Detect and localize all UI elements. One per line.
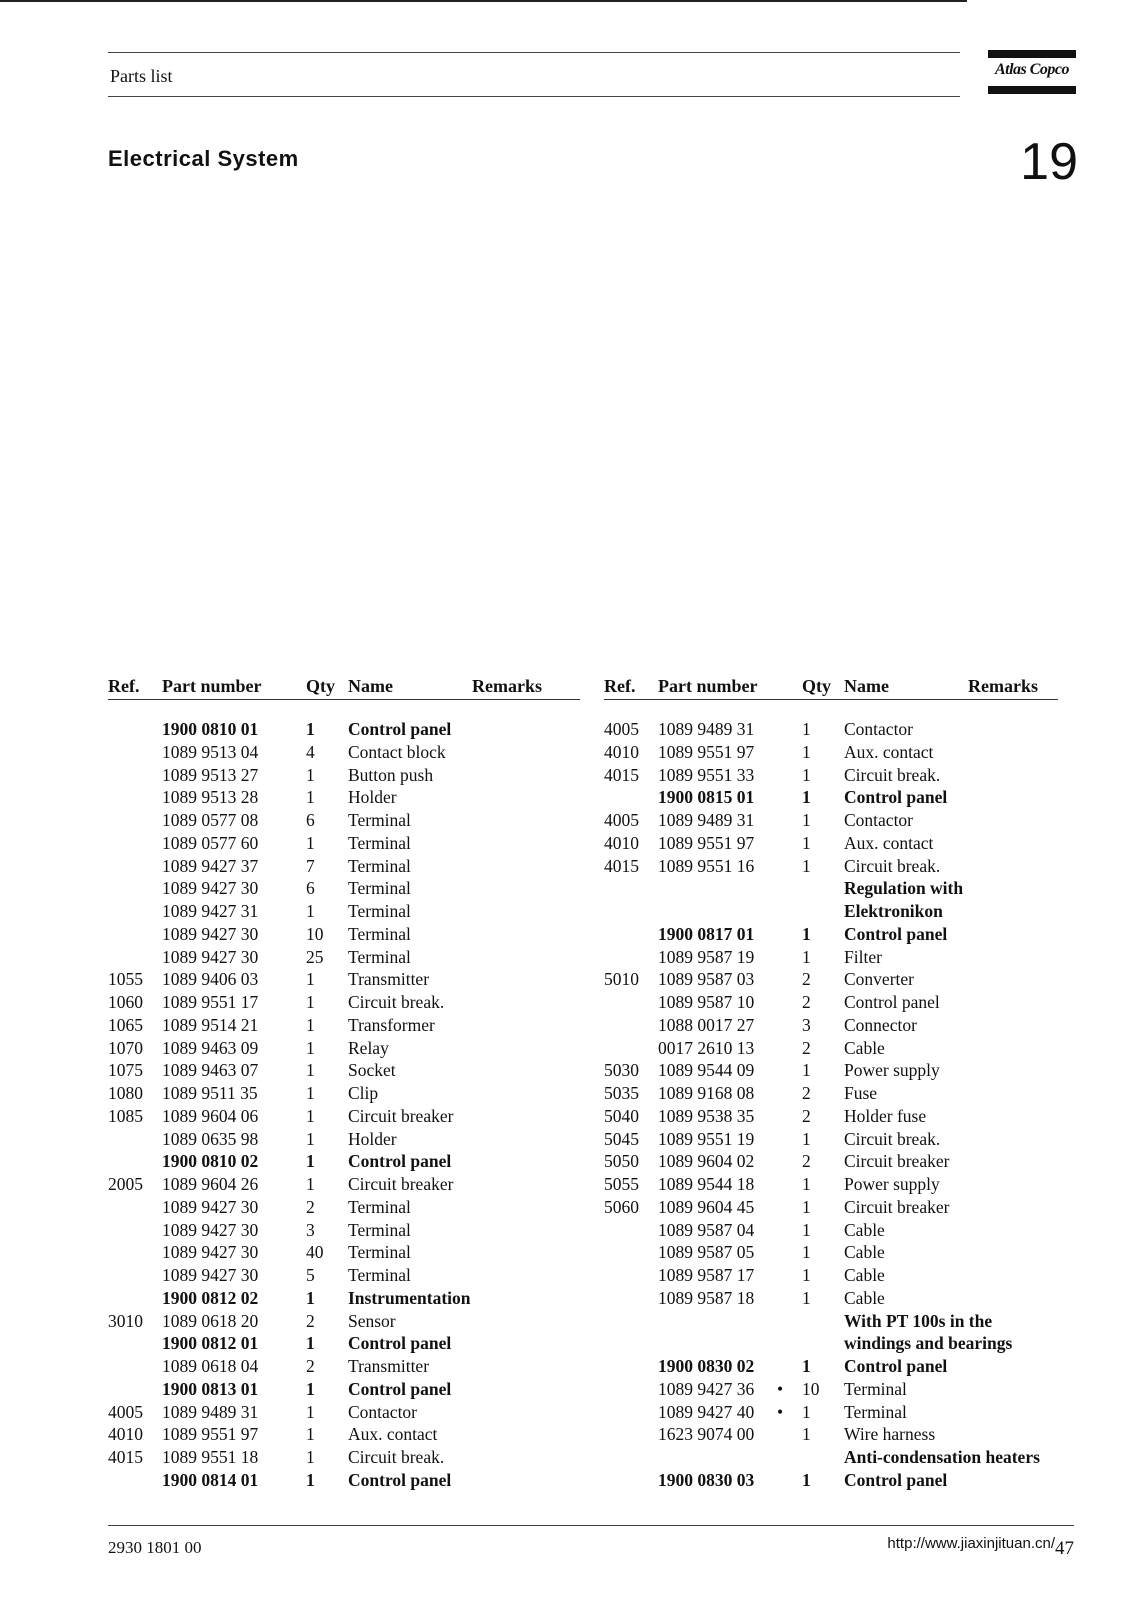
qty-cell: 1 xyxy=(306,1469,315,1490)
partnumber-cell: 1900 0813 01 xyxy=(162,1378,259,1399)
partnumber-cell: 1089 9511 35 xyxy=(162,1083,258,1103)
name-cell: Circuit break. xyxy=(844,855,941,876)
partnumber-cell: 1089 9427 30 xyxy=(162,1219,259,1240)
name-cell: Control panel xyxy=(348,1469,452,1490)
partnumber-cell: 1623 9074 00 xyxy=(658,1424,755,1445)
name-cell: Aux. contact xyxy=(844,741,934,762)
qty-cell: 1 xyxy=(802,1469,811,1490)
partnumber-cell: 1089 9604 02 xyxy=(658,1151,755,1172)
name-cell: Terminal xyxy=(844,1401,907,1422)
name-cell: Terminal xyxy=(348,946,411,967)
partnumber-cell: 1089 9427 30 xyxy=(162,923,259,944)
partnumber-cell: 1900 0815 01 xyxy=(658,787,755,808)
ref-cell: 1055 xyxy=(108,969,143,990)
ref-cell: 5040 xyxy=(604,1105,639,1126)
qty-cell: 1 xyxy=(802,810,811,830)
qty-cell: 1 xyxy=(802,719,811,739)
document-number: 2930 1801 00 xyxy=(108,1538,202,1557)
qty-cell: 1 xyxy=(306,1424,315,1445)
partnumber-cell: 1089 9604 26 xyxy=(162,1174,259,1194)
qty-cell: 1 xyxy=(306,764,315,785)
qty-cell: 2 xyxy=(802,1151,811,1172)
partnumber-cell: 1900 0810 01 xyxy=(162,719,259,739)
bullet-cell: • xyxy=(777,1378,784,1399)
partnumber-cell: 1089 9604 45 xyxy=(658,1196,755,1217)
partnumber-cell: 1089 9544 18 xyxy=(658,1174,755,1194)
qty-cell: 1 xyxy=(802,1196,811,1217)
partnumber-cell: 1089 0577 08 xyxy=(162,810,259,830)
partnumber-cell: 1089 9513 04 xyxy=(162,741,259,762)
partnumber-cell: 1089 9489 31 xyxy=(162,1401,259,1422)
page-number: 47 xyxy=(1055,1538,1074,1559)
partnumber-cell: 1089 9544 09 xyxy=(658,1060,755,1081)
section-title: Electrical System xyxy=(108,146,299,171)
qty-cell: 10 xyxy=(306,923,324,944)
partnumber-cell: 1089 9427 31 xyxy=(162,901,259,921)
name-cell: Converter xyxy=(844,969,914,990)
name-cell: Holder xyxy=(348,1128,397,1149)
partnumber-cell: 1089 9587 18 xyxy=(658,1287,755,1308)
partnumber-cell: 1089 9551 33 xyxy=(658,764,755,785)
left-header-rule xyxy=(108,699,580,700)
name-cell: Button push xyxy=(348,764,434,785)
name-cell: Control panel xyxy=(348,1378,452,1399)
name-cell: Aux. contact xyxy=(348,1424,438,1445)
qty-cell: 1 xyxy=(802,1242,811,1263)
partnumber-cell: 1089 9587 10 xyxy=(658,992,755,1012)
qty-cell: 1 xyxy=(802,764,811,785)
qty-cell: 1 xyxy=(306,787,315,808)
col-name: Name xyxy=(348,676,393,696)
name-cell: Control panel xyxy=(348,1333,452,1354)
partnumber-cell: 1089 9551 17 xyxy=(162,992,259,1012)
col-partnumber: Part number xyxy=(658,676,758,696)
partnumber-cell: 1089 9551 97 xyxy=(162,1424,259,1445)
name-cell: Power supply xyxy=(844,1174,940,1194)
ref-cell: 5030 xyxy=(604,1060,639,1081)
ref-cell: 4015 xyxy=(108,1447,143,1467)
ref-cell: 1075 xyxy=(108,1060,143,1081)
qty-cell: 1 xyxy=(802,741,811,762)
name-cell: Cable xyxy=(844,1219,885,1240)
ref-cell: 5035 xyxy=(604,1083,639,1103)
partnumber-cell: 1089 9514 21 xyxy=(162,1014,259,1035)
qty-cell: 2 xyxy=(802,969,811,990)
qty-cell: 1 xyxy=(306,1287,315,1308)
partnumber-cell: 1089 9168 08 xyxy=(658,1083,755,1103)
name-cell: Terminal xyxy=(348,855,411,876)
partnumber-cell: 1089 9551 16 xyxy=(658,855,755,876)
qty-cell: 25 xyxy=(306,946,324,967)
right-header-rule xyxy=(604,699,1058,700)
partnumber-cell: 1089 9427 30 xyxy=(162,1196,259,1217)
qty-cell: 1 xyxy=(802,855,811,876)
name-cell: Circuit breaker xyxy=(348,1105,454,1126)
name-cell: Terminal xyxy=(348,810,411,830)
name-cell: Terminal xyxy=(348,901,411,921)
qty-cell: 1 xyxy=(306,1105,315,1126)
partnumber-cell: 1900 0830 02 xyxy=(658,1356,755,1376)
ref-cell: 1085 xyxy=(108,1105,143,1126)
partnumber-cell: 1089 9427 36 xyxy=(658,1378,755,1399)
qty-cell: 1 xyxy=(802,923,811,944)
name-cell: Terminal xyxy=(348,923,411,944)
qty-cell: 1 xyxy=(306,1401,315,1422)
qty-cell: 1 xyxy=(306,1037,315,1058)
name-cell: Contactor xyxy=(844,810,914,830)
name-cell: Terminal xyxy=(348,878,411,899)
name-cell: Filter xyxy=(844,946,882,967)
qty-cell: 1 xyxy=(802,1174,811,1194)
ref-cell: 4010 xyxy=(108,1424,143,1445)
partnumber-cell: 1089 9427 37 xyxy=(162,855,259,876)
partnumber-cell: 1900 0810 02 xyxy=(162,1151,259,1172)
qty-cell: 2 xyxy=(802,992,811,1012)
qty-cell: 1 xyxy=(802,832,811,853)
ref-cell: 2005 xyxy=(108,1174,143,1194)
partnumber-cell: 0017 2610 13 xyxy=(658,1037,755,1058)
name-cell: With PT 100s in the xyxy=(844,1310,993,1331)
name-cell: Socket xyxy=(348,1060,396,1081)
name-cell: Control panel xyxy=(348,1151,452,1172)
name-cell: Transformer xyxy=(348,1014,435,1035)
qty-cell: 1 xyxy=(802,787,811,808)
partnumber-cell: 1089 9551 19 xyxy=(658,1128,755,1149)
name-cell: Circuit breaker xyxy=(844,1151,950,1172)
qty-cell: 6 xyxy=(306,810,315,830)
col-ref: Ref. xyxy=(604,676,636,696)
partnumber-cell: 1089 9587 03 xyxy=(658,969,755,990)
partnumber-cell: 1900 0812 01 xyxy=(162,1333,259,1354)
qty-cell: 2 xyxy=(306,1356,315,1376)
name-cell: Cable xyxy=(844,1037,885,1058)
footer-rule xyxy=(108,1525,1074,1526)
partnumber-cell: 1088 0017 27 xyxy=(658,1014,755,1035)
partnumber-cell: 1089 9427 30 xyxy=(162,1242,259,1263)
partnumber-cell: 1089 0577 60 xyxy=(162,832,259,853)
ref-cell: 4015 xyxy=(604,855,639,876)
name-cell: Terminal xyxy=(348,1242,411,1263)
qty-cell: 1 xyxy=(306,1378,315,1399)
logo-wordmark: Atlas Copco xyxy=(994,61,1070,78)
ref-cell: 4005 xyxy=(108,1401,143,1422)
qty-cell: 1 xyxy=(802,1424,811,1445)
partnumber-cell: 1089 9587 17 xyxy=(658,1265,755,1285)
partnumber-cell: 1089 0635 98 xyxy=(162,1128,259,1149)
partnumber-cell: 1089 9427 30 xyxy=(162,946,259,967)
bullet-cell: • xyxy=(777,1401,784,1422)
qty-cell: 2 xyxy=(802,1083,811,1103)
qty-cell: 1 xyxy=(306,1060,315,1081)
ref-cell: 5055 xyxy=(604,1174,639,1194)
qty-cell: 1 xyxy=(802,946,811,967)
ref-cell: 4005 xyxy=(604,719,639,739)
qty-cell: 1 xyxy=(306,1447,315,1467)
logo-top-bar xyxy=(988,50,1076,58)
ref-cell: 1060 xyxy=(108,992,143,1012)
qty-cell: 1 xyxy=(802,1401,811,1422)
qty-cell: 1 xyxy=(802,1265,811,1285)
name-cell: Control panel xyxy=(844,787,948,808)
name-cell: Terminal xyxy=(844,1378,907,1399)
name-cell: Holder fuse xyxy=(844,1105,927,1126)
partnumber-cell: 1900 0812 02 xyxy=(162,1287,259,1308)
qty-cell: 1 xyxy=(306,1174,315,1194)
name-cell: Sensor xyxy=(348,1310,396,1331)
name-cell: Elektronikon xyxy=(844,901,943,921)
ref-cell: 4010 xyxy=(604,741,639,762)
qty-cell: 1 xyxy=(802,1128,811,1149)
qty-cell: 2 xyxy=(802,1037,811,1058)
name-cell: Power supply xyxy=(844,1060,940,1081)
name-cell: Control panel xyxy=(348,719,452,739)
qty-cell: 1 xyxy=(802,1219,811,1240)
name-cell: Transmitter xyxy=(348,1356,430,1376)
name-cell: Regulation with xyxy=(844,878,964,899)
qty-cell: 5 xyxy=(306,1265,315,1285)
name-cell: Aux. contact xyxy=(844,832,934,853)
name-cell: Circuit breaker xyxy=(348,1174,454,1194)
qty-cell: 1 xyxy=(802,1287,811,1308)
col-partnumber: Part number xyxy=(162,676,262,696)
col-remarks: Remarks xyxy=(472,676,542,696)
name-cell: Terminal xyxy=(348,1219,411,1240)
col-name: Name xyxy=(844,676,889,696)
name-cell: Terminal xyxy=(348,1196,411,1217)
qty-cell: 2 xyxy=(306,1196,315,1217)
atlas-copco-logo xyxy=(988,50,1076,94)
partnumber-cell: 1089 9587 05 xyxy=(658,1242,755,1263)
qty-cell: 1 xyxy=(306,1151,315,1172)
top-rule xyxy=(108,52,960,53)
name-cell: Terminal xyxy=(348,1265,411,1285)
partnumber-cell: 1089 9513 28 xyxy=(162,787,259,808)
ref-cell: 5010 xyxy=(604,969,639,990)
qty-cell: 1 xyxy=(802,1060,811,1081)
name-cell: Holder xyxy=(348,787,397,808)
partnumber-cell: 1089 9587 19 xyxy=(658,946,755,967)
name-cell: Circuit break. xyxy=(844,764,941,785)
ref-cell: 5050 xyxy=(604,1151,639,1172)
name-cell: Control panel xyxy=(844,1469,948,1490)
qty-cell: 40 xyxy=(306,1242,324,1263)
col-qty: Qty xyxy=(306,676,335,696)
col-remarks: Remarks xyxy=(968,676,1038,696)
partnumber-cell: 1089 9463 09 xyxy=(162,1037,259,1058)
col-ref: Ref. xyxy=(108,676,140,696)
ref-cell: 5060 xyxy=(604,1196,639,1217)
partnumber-cell: 1089 9406 03 xyxy=(162,969,259,990)
qty-cell: 4 xyxy=(306,741,315,762)
logo-bottom-bar xyxy=(988,86,1076,94)
ref-cell: 1080 xyxy=(108,1083,143,1103)
ref-cell: 1065 xyxy=(108,1014,143,1035)
name-cell: Transmitter xyxy=(348,969,430,990)
partnumber-cell: 1900 0830 03 xyxy=(658,1469,755,1490)
name-cell: Anti-condensation heaters xyxy=(844,1447,1040,1467)
qty-cell: 10 xyxy=(802,1378,820,1399)
ref-cell: 4010 xyxy=(604,832,639,853)
ref-cell: 3010 xyxy=(108,1310,143,1331)
partnumber-cell: 1089 9463 07 xyxy=(162,1060,259,1081)
partnumber-cell: 1089 9427 30 xyxy=(162,1265,259,1285)
qty-cell: 1 xyxy=(306,832,315,853)
name-cell: Cable xyxy=(844,1287,885,1308)
name-cell: Clip xyxy=(348,1083,379,1103)
qty-cell: 1 xyxy=(306,901,315,921)
name-cell: Cable xyxy=(844,1265,885,1285)
partnumber-cell: 1089 9489 31 xyxy=(658,810,755,830)
qty-cell: 1 xyxy=(802,1356,811,1376)
partnumber-cell: 1089 9538 35 xyxy=(658,1105,755,1126)
col-qty: Qty xyxy=(802,676,831,696)
qty-cell: 1 xyxy=(306,1128,315,1149)
qty-cell: 1 xyxy=(306,1014,315,1035)
partnumber-cell: 1900 0814 01 xyxy=(162,1469,259,1490)
header-rule xyxy=(108,96,960,97)
ref-cell: 4005 xyxy=(604,810,639,830)
name-cell: Circuit breaker xyxy=(844,1196,950,1217)
qty-cell: 1 xyxy=(306,719,315,739)
ref-cell: 5045 xyxy=(604,1128,639,1149)
qty-cell: 6 xyxy=(306,878,315,899)
name-cell: Contactor xyxy=(348,1401,418,1422)
ref-cell: 1070 xyxy=(108,1037,143,1058)
partnumber-cell: 1089 9587 04 xyxy=(658,1219,755,1240)
name-cell: Circuit break. xyxy=(844,1128,941,1149)
footer-right xyxy=(887,1532,1074,1559)
header-title: Parts list xyxy=(110,66,173,86)
name-cell: Connector xyxy=(844,1014,917,1035)
partnumber-cell: 1089 9551 97 xyxy=(658,832,755,853)
name-cell: Terminal xyxy=(348,832,411,853)
partnumber-cell: 1089 9427 30 xyxy=(162,878,259,899)
name-cell: Circuit break. xyxy=(348,992,445,1012)
partnumber-cell: 1900 0817 01 xyxy=(658,923,755,944)
qty-cell: 3 xyxy=(802,1014,811,1035)
name-cell: Contactor xyxy=(844,719,914,739)
qty-cell: 1 xyxy=(306,992,315,1012)
name-cell: Control panel xyxy=(844,992,940,1012)
name-cell: Contact block xyxy=(348,741,446,762)
name-cell: Fuse xyxy=(844,1083,878,1103)
name-cell: Control panel xyxy=(844,1356,948,1376)
partnumber-cell: 1089 9551 18 xyxy=(162,1447,259,1467)
name-cell: Wire harness xyxy=(844,1424,936,1445)
qty-cell: 2 xyxy=(306,1310,315,1331)
footer-url[interactable]: http://www.jiaxinjituan.cn/ xyxy=(887,1535,1055,1552)
chapter-number: 19 xyxy=(1020,133,1078,191)
partnumber-cell: 1089 9604 06 xyxy=(162,1105,259,1126)
section-rule xyxy=(0,0,967,2)
name-cell: Cable xyxy=(844,1242,885,1263)
qty-cell: 3 xyxy=(306,1219,315,1240)
partnumber-cell: 1089 9489 31 xyxy=(658,719,755,739)
name-cell: windings and bearings xyxy=(844,1333,1013,1354)
name-cell: Instrumentation xyxy=(348,1287,471,1308)
qty-cell: 1 xyxy=(306,1083,315,1103)
qty-cell: 2 xyxy=(802,1105,811,1126)
partnumber-cell: 1089 9551 97 xyxy=(658,741,755,762)
name-cell: Circuit break. xyxy=(348,1447,445,1467)
partnumber-cell: 1089 0618 04 xyxy=(162,1356,259,1376)
qty-cell: 1 xyxy=(306,1333,315,1354)
name-cell: Control panel xyxy=(844,923,948,944)
qty-cell: 7 xyxy=(306,855,315,876)
ref-cell: 4015 xyxy=(604,764,639,785)
name-cell: Relay xyxy=(348,1037,389,1058)
qty-cell: 1 xyxy=(306,969,315,990)
partnumber-cell: 1089 9427 40 xyxy=(658,1401,755,1422)
partnumber-cell: 1089 9513 27 xyxy=(162,764,259,785)
partnumber-cell: 1089 0618 20 xyxy=(162,1310,259,1331)
